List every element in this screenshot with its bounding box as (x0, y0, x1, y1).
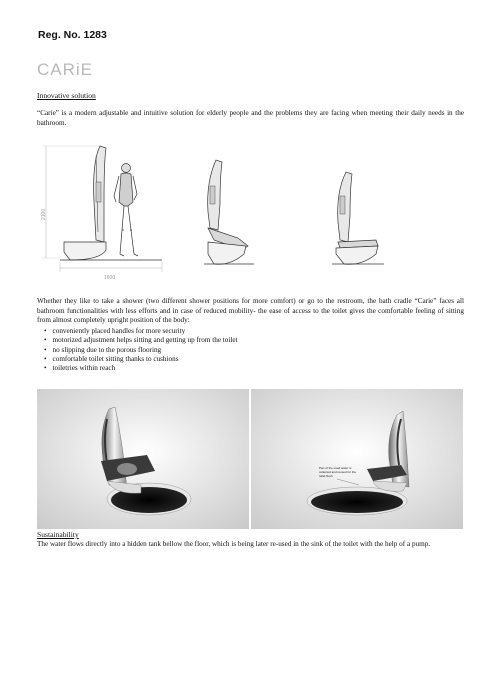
drawing-seat-flat (332, 172, 384, 264)
technical-drawings (30, 142, 470, 292)
render-annotation-line-2: collected and reused for the (319, 470, 357, 474)
drawing-seat-tilted (204, 160, 254, 264)
drawing-with-person (42, 146, 162, 272)
section-title-sustainability: Sustainability (37, 530, 79, 539)
render-annotation-line-1: Part of the used water is (319, 466, 352, 470)
list-item: • comfortable toilet sitting thanks to cushions (44, 355, 238, 364)
intro-paragraph: “Carie” is a modern adjustable and intuitive solution for elderly people and the problems they are facing when meeting their daily needs in the bathroom. (37, 109, 464, 127)
list-item: • conveniently placed handles for more security (44, 327, 238, 336)
list-item: • motorized adjustment helps sitting and getting up from the toilet (44, 336, 238, 345)
feature-list (44, 327, 238, 373)
registration-number: Reg. No. 1283 (38, 29, 107, 41)
sustainability-paragraph: The water flows directly into a hidden tank bellow the floor, which is being later re-used in the sink of the toilet with the help of a pump. (37, 540, 431, 548)
list-item: • no slipping due to the porous flooring (44, 346, 238, 355)
description-paragraph: Whether they like to take a shower (two different shower positions for more comfort) or go to the restroom, the bath cradle “Carie” faces all bathroom functionalities with less efforts and in case of reduced mobility- the ease of access to the toilet gives the comfortable feeling of sitting from almost completely upright position of the body: (37, 297, 464, 325)
section-title-innovative: Innovative solution (37, 91, 96, 100)
dimension-width: 1600 (104, 275, 116, 281)
render-front-view (37, 389, 249, 529)
render-side-view (251, 389, 463, 529)
render-annotation-line-3: toilet flush (319, 474, 333, 478)
dimension-height: 2100 (41, 208, 47, 220)
product-renders (37, 389, 463, 529)
brand-logo: CARiE (37, 60, 94, 79)
list-item: • toiletries within reach (44, 364, 238, 373)
